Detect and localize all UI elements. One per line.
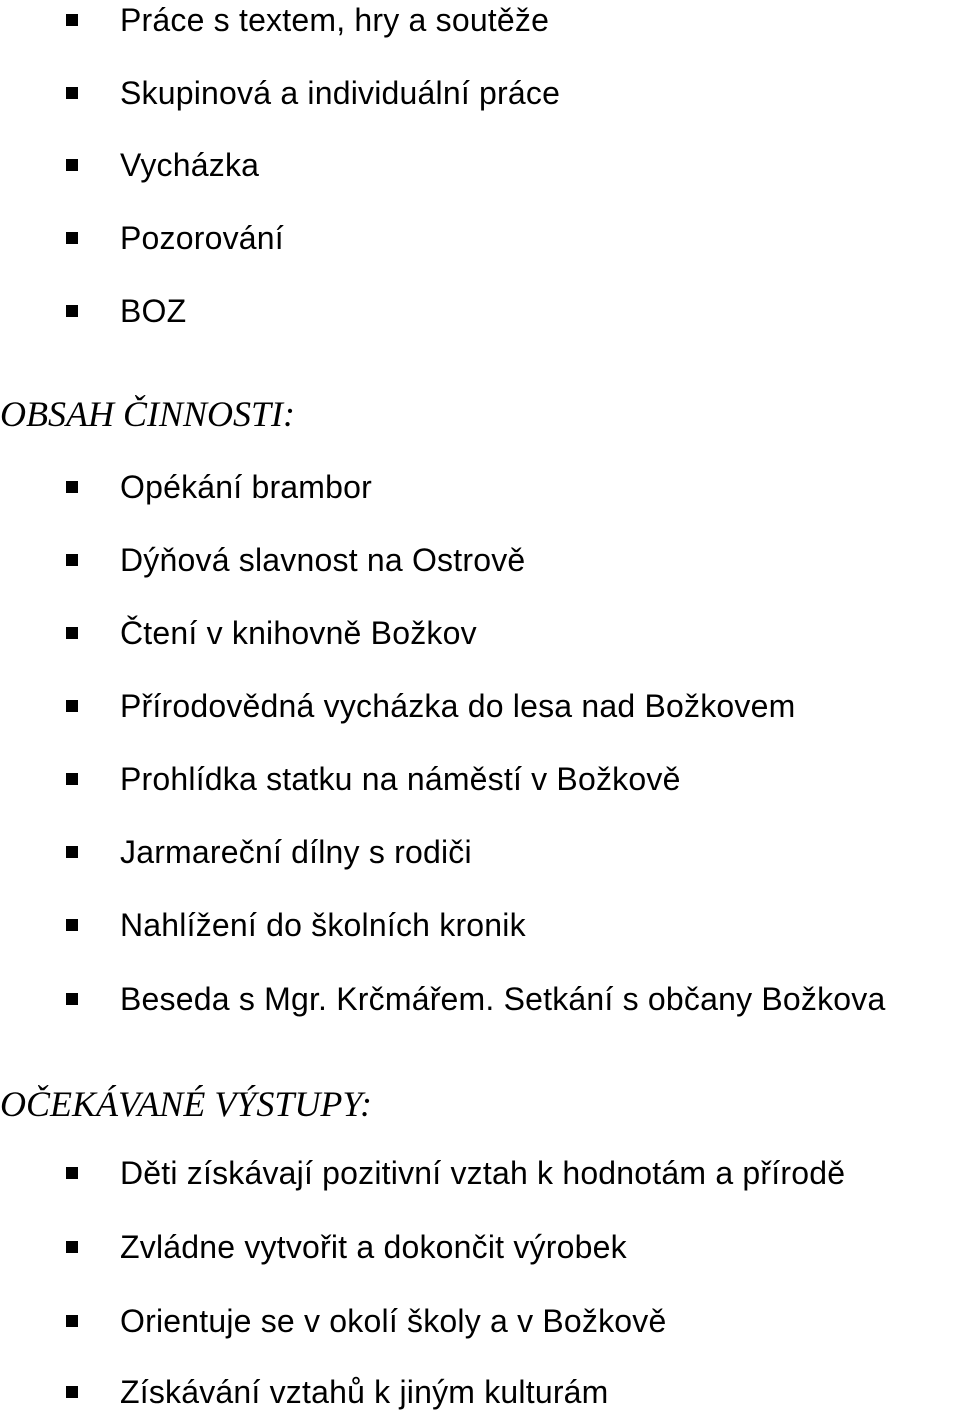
list-item: [0, 1155, 960, 1195]
square-bullet-icon: [66, 1315, 78, 1327]
square-bullet-icon: [66, 554, 78, 566]
square-bullet-icon: [66, 627, 78, 639]
list-item: [0, 542, 960, 582]
list-item: [0, 2, 960, 42]
square-bullet-icon: [66, 773, 78, 785]
square-bullet-icon: [66, 1241, 78, 1253]
square-bullet-icon: [66, 846, 78, 858]
list-item-text: Beseda s Mgr. Krčmářem. Setkání s občany Božkova: [120, 981, 886, 1017]
list-item: [0, 688, 960, 728]
square-bullet-icon: [66, 232, 78, 244]
list-item-text: Prohlídka statku na náměstí v Božkově: [120, 761, 681, 797]
section-heading-obsah: OBSAH ČINNOSTI:: [0, 394, 295, 434]
square-bullet-icon: [66, 305, 78, 317]
list-item: [0, 1374, 960, 1414]
list-item: [0, 147, 960, 187]
list-item-text: Dýňová slavnost na Ostrově: [120, 542, 526, 578]
list-item-text: Vycházka: [120, 147, 260, 183]
square-bullet-icon: [66, 87, 78, 99]
list-item: [0, 834, 960, 874]
list-item-text: Nahlížení do školních kronik: [120, 907, 526, 943]
list-item-text: Opékání brambor: [120, 469, 373, 505]
list-item: [0, 1303, 960, 1343]
square-bullet-icon: [66, 481, 78, 493]
list-item-text: Jarmareční dílny s rodiči: [120, 834, 472, 870]
section-heading-vystupy: OČEKÁVANÉ VÝSTUPY:: [0, 1084, 373, 1124]
list-item-text: Orientuje se v okolí školy a v Božkově: [120, 1303, 667, 1339]
square-bullet-icon: [66, 1386, 78, 1398]
list-item-text: Získávání vztahů k jiným kulturám: [120, 1374, 609, 1410]
list-item: [0, 469, 960, 509]
square-bullet-icon: [66, 993, 78, 1005]
list-item: [0, 981, 960, 1021]
list-item: [0, 1229, 960, 1269]
list-item-text: Děti získávají pozitivní vztah k hodnotám a přírodě: [120, 1155, 846, 1191]
list-item-text: Čtení v knihovně Božkov: [120, 615, 477, 651]
square-bullet-icon: [66, 1167, 78, 1179]
list-item: [0, 220, 960, 260]
list-item: [0, 615, 960, 655]
list-item-text: Zvládne vytvořit a dokončit výrobek: [120, 1229, 627, 1265]
list-item-text: Přírodovědná vycházka do lesa nad Božkovem: [120, 688, 796, 724]
list-item-text: Skupinová a individuální práce: [120, 75, 561, 111]
list-item: [0, 907, 960, 947]
square-bullet-icon: [66, 14, 78, 26]
list-item-text: BOZ: [120, 293, 187, 329]
list-item-text: Pozorování: [120, 220, 284, 256]
list-item: [0, 75, 960, 115]
list-item: [0, 293, 960, 333]
list-item-text: Práce s textem, hry a soutěže: [120, 2, 550, 38]
square-bullet-icon: [66, 159, 78, 171]
list-item: [0, 761, 960, 801]
square-bullet-icon: [66, 700, 78, 712]
square-bullet-icon: [66, 919, 78, 931]
